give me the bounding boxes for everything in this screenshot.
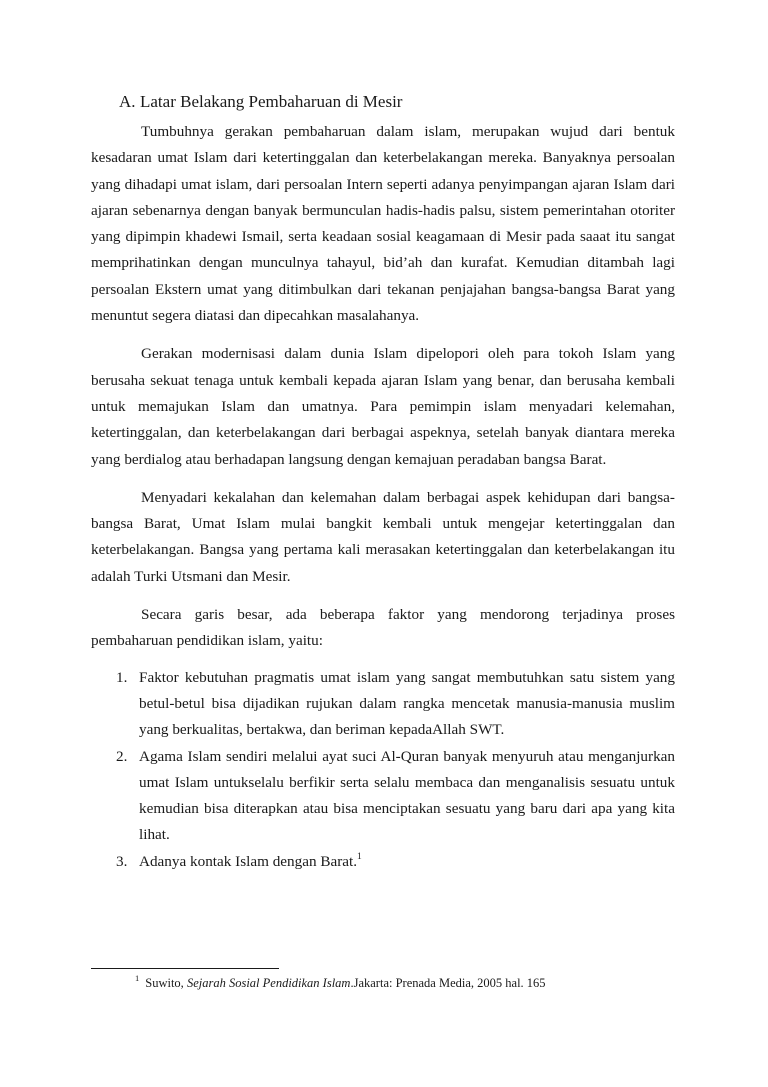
footnote-publication: .Jakarta: Prenada Media, 2005 hal. 165	[350, 976, 546, 990]
list-item	[91, 665, 675, 744]
list-item-text: Adanya kontak Islam dengan Barat.	[139, 852, 358, 870]
section-heading-number: A.	[119, 92, 136, 111]
list-item	[91, 744, 675, 849]
footnote-separator	[91, 968, 279, 969]
footnote-reference[interactable]: 1	[357, 851, 362, 862]
factor-list	[91, 665, 675, 875]
list-item-text: Faktor kebutuhan pragmatis umat islam yang sangat membutuhkan satu sistem yang betul-betul bisa dijadikan rujukan dalam rangka mencetak manusia-manusia muslim yang berkualitas, bertakwa, dan beriman kepadaAllah SWT.	[139, 668, 675, 739]
list-item-number: 3.	[116, 852, 128, 870]
footnote-title: Sejarah Sosial Pendidikan Islam	[186, 976, 351, 990]
list-item	[91, 849, 675, 875]
paragraph-4: Secara garis besar, ada beberapa faktor yang mendorong terjadinya proses pembaharuan pendidikan islam, yaitu:	[91, 606, 675, 650]
section-heading	[119, 90, 402, 114]
footnote-author: Suwito,	[145, 976, 184, 990]
paragraph-2: Gerakan modernisasi dalam dunia Islam dipelopori oleh para tokoh Islam yang berusaha sekuat tenaga untuk kembali kepada ajaran Islam yang benar, dan berusaha kembali untuk memajukan Islam dan umatnya. Para pemimpin islam menyadari kelemahan, ketertinggalan, dan keterbelakangan dari berbagai aspeknya, setelah banyak diantara mereka yang berdialog atau berhadapan langsung dengan kemajuan peradaban bangsa Barat.	[91, 345, 675, 468]
footnote-number: 1	[135, 973, 140, 983]
section-heading-text: Latar Belakang Pembaharuan di Mesir	[140, 92, 403, 111]
footnote	[135, 974, 546, 992]
paragraph-3: Menyadari kekalahan dan kelemahan dalam berbagai aspek kehidupan dari bangsa-bangsa Barat, Umat Islam mulai bangkit kembali untuk mengejar ketertinggalan dan keterbelakangan. Bangsa yang pertama kali merasakan ketertinggalan dan keterbelakangan itu adalah Turki Utsmani dan Mesir.	[91, 488, 675, 585]
body-text	[91, 119, 675, 875]
paragraph-1: Tumbuhnya gerakan pembaharuan dalam islam, merupakan wujud dari bentuk kesadaran umat Islam dari ketertinggalan dan keterbelakangan mereka. Banyaknya persoalan yang dihadapi umat islam, dari persoalan Intern seperti adanya penyimpangan ajaran Islam dari ajaran sebenarnya dengan banyak bermunculan hadis-hadis palsu, sistem pemerintahan otoriter yang dipimpin khadewi Ismail, serta keadaan sosial keagamaan di Mesir pada saaat itu sangat memprihatinkan dengan munculnya tahayul, bid’ah dan kurafat. Kemudian ditambah lagi persoalan Ekstern umat yang ditimbulkan dari tekanan penjajahan bangsa-bangsa Barat yang menuntut segera diatasi dan dipecahkan masalahanya.	[91, 123, 675, 325]
list-item-text: Agama Islam sendiri melalui ayat suci Al-Quran banyak menyuruh atau menganjurkan umat Islam untukselalu berfikir serta selalu membaca dan menganalisis sesuatu untuk kemudian bisa diterapkan atau bisa menciptakan sesuatu yang baru dari apa yang kita lihat.	[139, 747, 675, 844]
list-item-number: 1.	[116, 668, 128, 686]
list-item-number: 2.	[116, 747, 128, 765]
